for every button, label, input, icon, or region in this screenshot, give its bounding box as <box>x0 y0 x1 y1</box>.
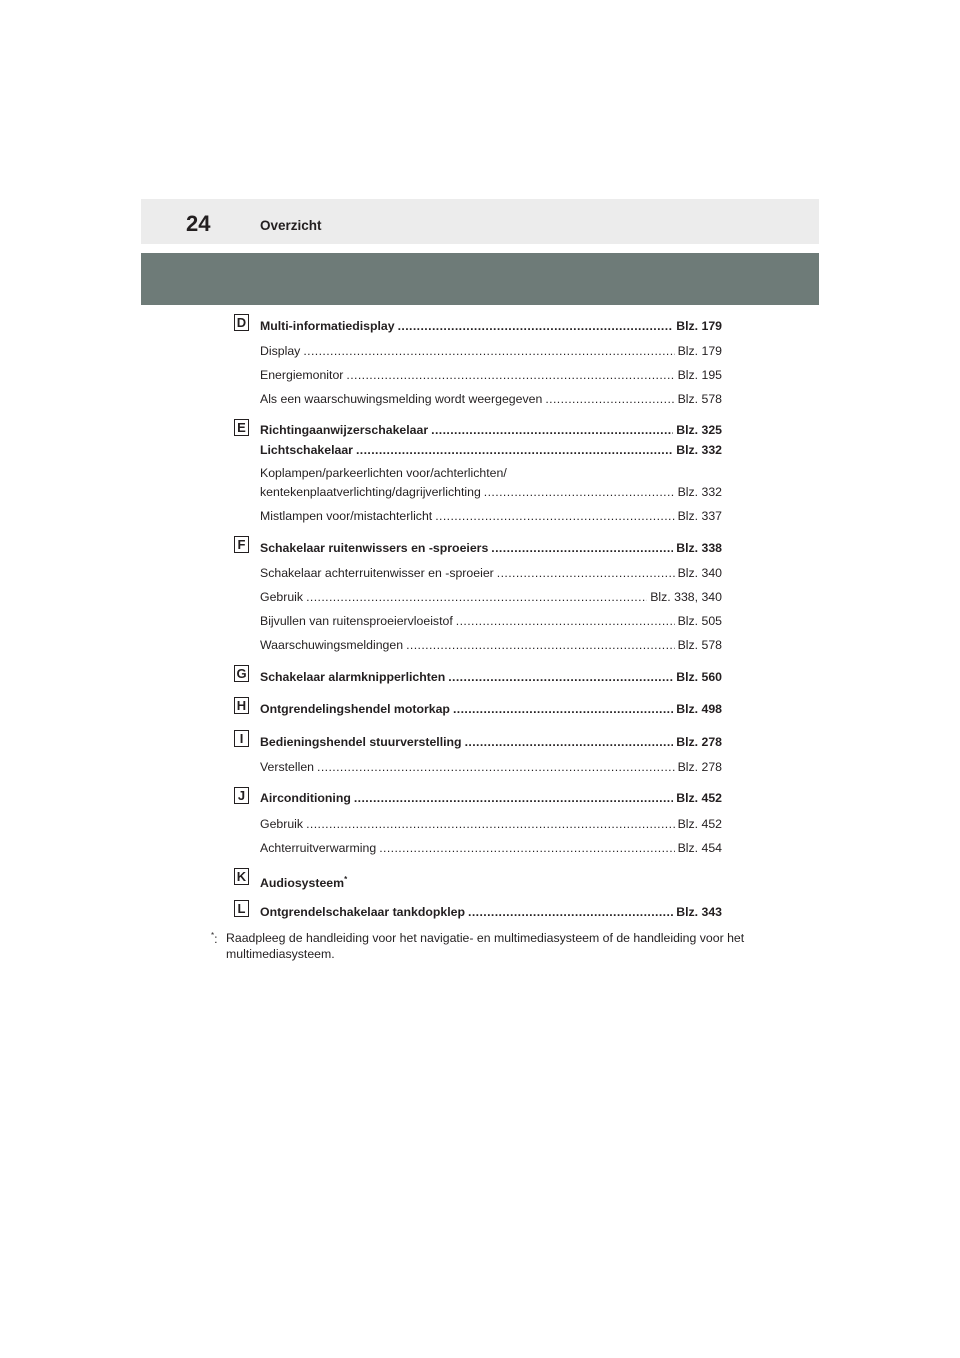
section-marker-k: K <box>234 868 249 885</box>
entry-page: Blz. 325 <box>676 423 722 437</box>
entry-page: Blz. 338 <box>676 541 722 555</box>
dot-leader <box>497 566 675 581</box>
toc-entry-multi-informatiedisplay[interactable] <box>260 319 722 334</box>
toc-entry-ruitenwissers[interactable] <box>260 541 722 556</box>
toc-entry-koplampen-line1: Koplampen/parkeerlichten voor/achterlichten/ <box>260 466 507 480</box>
toc-entry-waarschuwingsmelding[interactable] <box>260 392 722 407</box>
section-marker-e: E <box>234 419 249 436</box>
section-marker-l: L <box>234 900 249 917</box>
entry-page: Blz. 332 <box>676 443 722 457</box>
toc-entry-richtingaanwijzerschakelaar[interactable] <box>260 423 722 438</box>
entry-page: Blz. 560 <box>676 670 722 684</box>
section-title: Overzicht <box>260 218 322 233</box>
dot-leader <box>306 590 647 605</box>
dot-leader <box>468 905 673 920</box>
section-marker-i: I <box>234 730 249 747</box>
dot-leader <box>484 485 675 500</box>
entry-title: Ontgrendelingshendel motorkap <box>260 702 450 716</box>
entry-title: Lichtschakelaar <box>260 443 353 457</box>
toc-entry-koplampen[interactable] <box>260 485 722 500</box>
entry-title: kentekenplaatverlichting/dagrijverlichting <box>260 485 481 499</box>
page-header <box>141 199 819 244</box>
entry-page: Blz. 578 <box>677 638 722 652</box>
section-marker-g: G <box>234 665 249 682</box>
dot-leader <box>491 541 673 556</box>
entry-title: Mistlampen voor/mistachterlicht <box>260 509 433 523</box>
toc-entry-motorkap[interactable] <box>260 702 722 717</box>
dot-leader <box>356 443 673 458</box>
entry-title: Waarschuwingsmeldingen <box>260 638 404 652</box>
dot-leader <box>306 817 675 832</box>
entry-page: Blz. 452 <box>676 791 722 805</box>
entry-title: Gebruik <box>260 817 304 831</box>
entry-page: Blz. 179 <box>677 344 722 358</box>
entry-page: Blz. 343 <box>676 905 722 919</box>
dot-leader <box>398 319 674 334</box>
entry-page: Blz. 278 <box>676 735 722 749</box>
entry-title: Schakelaar achterruitenwisser en -sproeier <box>260 566 494 580</box>
dot-leader <box>317 760 675 775</box>
dot-leader <box>406 638 674 653</box>
toc-entry-achterruitverwarming[interactable] <box>260 841 722 856</box>
footnote-ref: * <box>344 875 348 884</box>
dot-leader <box>465 735 674 750</box>
dot-leader <box>354 791 673 806</box>
entry-page: Blz. 332 <box>677 485 722 499</box>
toc-entry-lichtschakelaar[interactable] <box>260 443 722 458</box>
entry-title: Multi-informatiedisplay <box>260 319 395 333</box>
entry-title: Bijvullen van ruitensproeiervloeistof <box>260 614 453 628</box>
entry-title: Achterruitverwarming <box>260 841 377 855</box>
entry-title: Als een waarschuwingsmelding wordt weergegeven <box>260 392 543 406</box>
entry-title: Ontgrendelschakelaar tankdopklep <box>260 905 466 919</box>
entry-page: Blz. 338, 340 <box>650 590 722 604</box>
entry-page: Blz. 179 <box>676 319 722 333</box>
entry-page: Blz. 505 <box>677 614 722 628</box>
dot-leader <box>456 614 675 629</box>
dot-leader <box>431 423 673 438</box>
section-marker-d: D <box>234 314 249 331</box>
dot-leader <box>435 509 674 524</box>
entry-title: Gebruik <box>260 590 304 604</box>
dot-leader <box>448 670 673 685</box>
toc-entry-waarschuwingsmeldingen[interactable] <box>260 638 722 653</box>
entry-page: Blz. 454 <box>677 841 722 855</box>
entry-title: Schakelaar alarmknipperlichten <box>260 670 446 684</box>
page-number: 24 <box>186 211 211 236</box>
toc-entry-alarmknipperlichten[interactable] <box>260 670 722 685</box>
dot-leader <box>545 392 674 407</box>
toc-entry-energiemonitor[interactable] <box>260 368 722 383</box>
toc-entry-gebruik-wissers[interactable] <box>260 590 722 605</box>
section-marker-f: F <box>234 536 249 553</box>
toc-entry-gebruik-airco[interactable] <box>260 817 722 832</box>
entry-page: Blz. 195 <box>677 368 722 382</box>
footnote-mark: *: <box>211 931 218 947</box>
dot-leader <box>453 702 673 717</box>
entry-page: Blz. 278 <box>677 760 722 774</box>
entry-title: Bedieningshendel stuurverstelling <box>260 735 462 749</box>
toc-entry-mistlampen[interactable] <box>260 509 722 524</box>
toc-entry-stuurverstelling[interactable] <box>260 735 722 750</box>
toc-entry-verstellen[interactable] <box>260 760 722 775</box>
entry-page: Blz. 340 <box>677 566 722 580</box>
toc-entry-display[interactable] <box>260 344 722 359</box>
entry-page: Blz. 452 <box>677 817 722 831</box>
dot-leader <box>379 841 674 856</box>
toc-entry-audiosysteem[interactable] <box>260 872 347 891</box>
dot-leader <box>346 368 674 383</box>
toc-entry-tankdopklep[interactable] <box>260 905 722 920</box>
entry-title: Schakelaar ruitenwissers en -sproeiers <box>260 541 489 555</box>
section-marker-j: J <box>234 787 249 804</box>
toc-entry-airconditioning[interactable] <box>260 791 722 806</box>
dot-leader <box>303 344 674 359</box>
entry-title: Verstellen <box>260 760 315 774</box>
entry-page: Blz. 337 <box>677 509 722 523</box>
footnote-text: Raadpleeg de handleiding voor het navigatie- en multimediasysteem of de handleiding voor het multimediasysteem. <box>226 931 745 961</box>
section-marker-h: H <box>234 697 249 714</box>
entry-title: Airconditioning <box>260 791 351 805</box>
entry-title: Audiosysteem <box>260 876 345 891</box>
entry-page: Blz. 498 <box>676 702 722 716</box>
entry-title: Display <box>260 344 301 358</box>
entry-title: Richtingaanwijzerschakelaar <box>260 423 429 437</box>
header-band <box>141 253 819 305</box>
entry-title: Energiemonitor <box>260 368 344 382</box>
toc-entry-ruitensproeiervloeistof[interactable] <box>260 614 722 629</box>
toc-entry-achterruitenwisser[interactable] <box>260 566 722 581</box>
entry-page: Blz. 578 <box>677 392 722 406</box>
